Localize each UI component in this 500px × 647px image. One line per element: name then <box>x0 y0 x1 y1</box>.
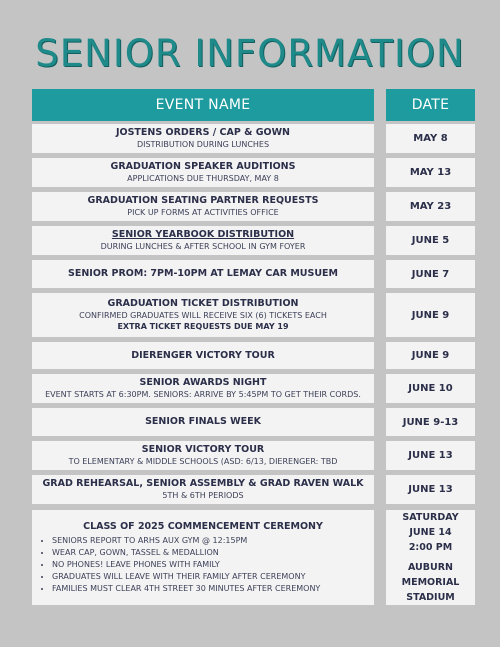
event-date: MAY 8 <box>413 133 448 144</box>
date-cell <box>386 158 475 187</box>
event-title: JOSTENS ORDERS / CAP & GOWN <box>115 127 291 138</box>
date-cell <box>386 293 475 337</box>
date-cell <box>386 441 475 470</box>
list-item: • NO PHONES! LEAVE PHONES WITH FAMILY <box>52 559 320 571</box>
event-row-speaker-auditions <box>32 158 374 187</box>
event-row-awards-night <box>32 374 374 403</box>
event-date: MAY 13 <box>409 167 452 178</box>
date-cell <box>386 475 475 504</box>
event-row-seating-requests <box>32 192 374 221</box>
event-detail: PICK UP FORMS AT ACTIVITIES OFFICE <box>127 208 279 217</box>
event-title: SENIOR PROM: 7PM-10PM AT LEMAY CAR MUSUEM <box>68 268 338 279</box>
event-row-dierenger-tour <box>32 342 374 369</box>
event-detail: 5TH & 6TH PERIODS <box>162 491 244 500</box>
date-line: STADIUM <box>406 592 455 603</box>
commencement-bullet-list <box>32 535 320 595</box>
event-row-prom <box>32 260 374 288</box>
event-date: JUNE 13 <box>408 484 453 495</box>
event-row-ticket-distribution <box>32 293 374 337</box>
event-title: GRADUATION TICKET DISTRIBUTION <box>107 298 299 309</box>
event-date: JUNE 9-13 <box>402 416 459 428</box>
event-title: SENIOR YEARBOOK DISTRIBUTION <box>111 229 295 240</box>
event-detail: DISTRIBUTION DURING LUNCHES <box>136 140 270 149</box>
date-line: SATURDAY <box>402 512 459 523</box>
event-title: GRADUATION SPEAKER AUDITIONS <box>110 161 296 172</box>
date-cell <box>386 342 475 369</box>
date-cell <box>386 510 475 605</box>
date-line: MEMORIAL <box>401 577 460 588</box>
date-cell <box>386 408 475 436</box>
event-title: GRAD REHEARSAL, SENIOR ASSEMBLY & GRAD RAVEN WALK <box>42 478 364 489</box>
event-name-header: EVENT NAME <box>32 89 374 121</box>
event-date: JUNE 13 <box>408 450 453 461</box>
event-date: JUNE 7 <box>411 268 450 280</box>
event-detail: EVENT STARTS AT 6:30PM. SENIORS: ARRIVE BY 5:45PM TO GET THEIR CORDS. <box>45 390 361 399</box>
date-cell <box>386 260 475 288</box>
date-cell <box>386 374 475 403</box>
event-row-yearbook <box>32 226 374 255</box>
event-date: JUNE 10 <box>408 383 453 394</box>
event-date: JUNE 5 <box>411 235 450 246</box>
event-detail: CONFIRMED GRADUATES WILL RECEIVE SIX (6) TICKETS EACH <box>79 311 327 320</box>
event-detail: TO ELEMENTARY & MIDDLE SCHOOLS (ASD: 6/13, DIERENGER: TBD <box>68 457 338 466</box>
date-cell <box>386 226 475 255</box>
date-line: AUBURN <box>408 562 453 573</box>
list-item: • WEAR CAP, GOWN, TASSEL & MEDALLION <box>52 547 320 559</box>
event-row-finals-week <box>32 408 374 436</box>
event-title: DIERENGER VICTORY TOUR <box>131 349 275 361</box>
list-item: • FAMILIES MUST CLEAR 4TH STREET 30 MINUTES AFTER CEREMONY <box>52 583 320 595</box>
date-cell <box>386 192 475 221</box>
event-date: JUNE 9 <box>411 350 450 361</box>
event-row-commencement <box>32 510 374 605</box>
list-item: • GRADUATES WILL LEAVE WITH THEIR FAMILY AFTER CEREMONY <box>52 571 320 583</box>
event-detail: DURING LUNCHES & AFTER SCHOOL IN GYM FOYER <box>100 242 306 251</box>
page-title: SENIOR INFORMATION <box>35 32 465 75</box>
event-title: GRADUATION SEATING PARTNER REQUESTS <box>87 195 319 206</box>
event-detail: APPLICATIONS DUE THURSDAY, MAY 8 <box>127 174 279 183</box>
event-row-senior-victory-tour <box>32 441 374 470</box>
event-date: MAY 23 <box>409 201 452 212</box>
date-cell <box>386 124 475 153</box>
event-title: SENIOR FINALS WEEK <box>145 416 261 427</box>
event-date: JUNE 9 <box>411 309 450 321</box>
list-item: • SENIORS REPORT TO ARHS AUX GYM @ 12:15PM <box>52 535 320 547</box>
date-line: 2:00 PM <box>408 542 453 553</box>
event-extra-detail: EXTRA TICKET REQUESTS DUE MAY 19 <box>117 322 289 331</box>
event-row-grad-rehearsal <box>32 475 374 504</box>
date-line: JUNE 14 <box>409 527 452 538</box>
event-title: SENIOR VICTORY TOUR <box>141 444 265 455</box>
date-header: DATE <box>386 89 475 121</box>
event-title: SENIOR AWARDS NIGHT <box>139 377 267 388</box>
event-row-jostens <box>32 124 374 153</box>
event-title: CLASS OF 2025 COMMENCEMENT CEREMONY <box>83 520 323 532</box>
